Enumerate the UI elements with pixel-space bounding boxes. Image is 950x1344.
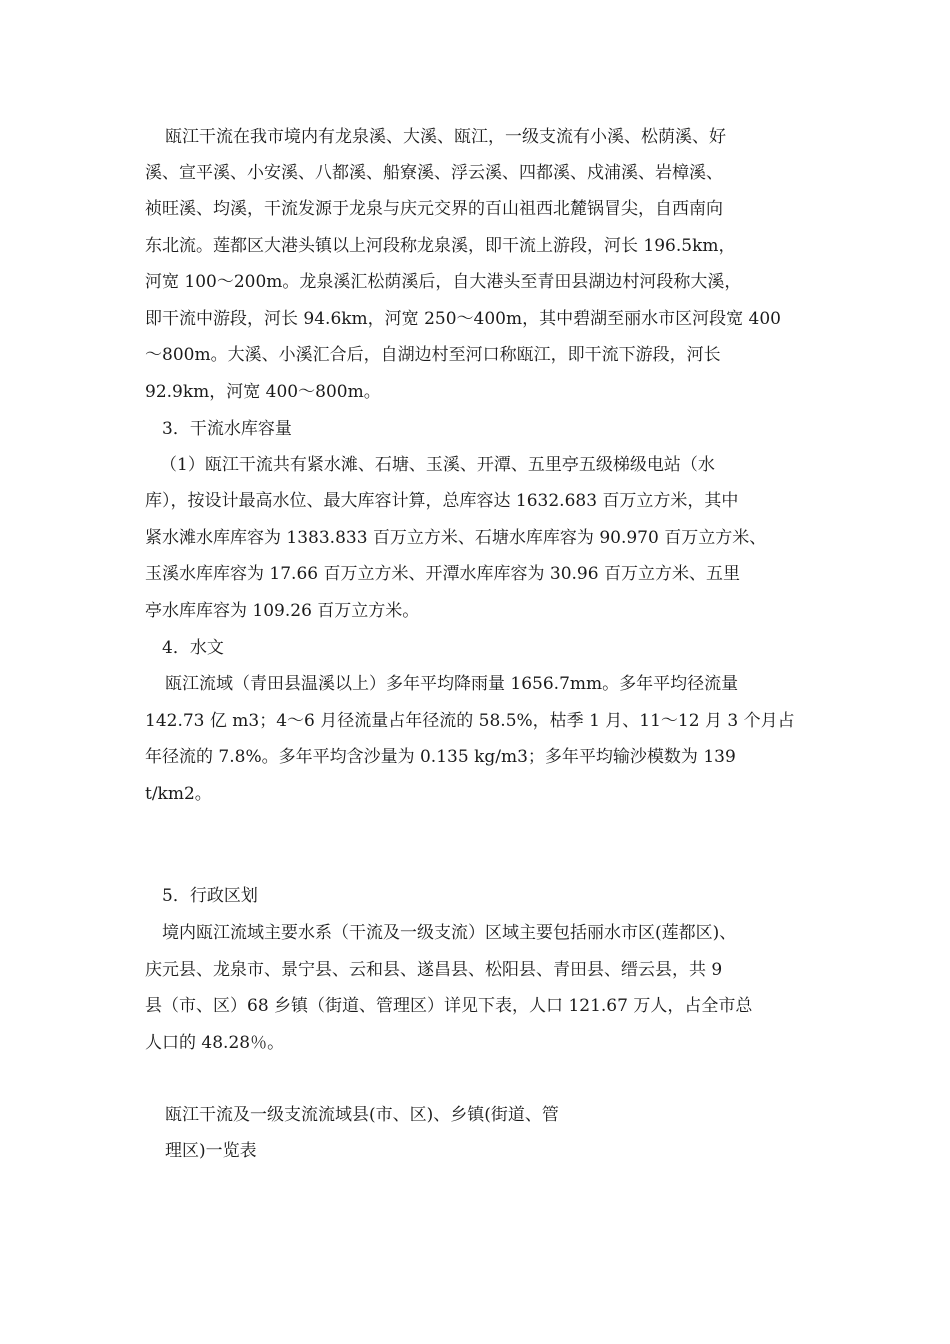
section-heading-reservoir-capacity: 3．干流水库容量 xyxy=(162,419,292,439)
text-line: 县（市、区）68 乡镇（街道、管理区）详见下表，人口 121.67 万人，占全市总 xyxy=(145,996,753,1016)
text-line: 人口的 48.28％。 xyxy=(145,1033,285,1053)
text-line: 142.73 亿 m3；4～6 月径流量占年径流的 58.5%，枯季 1 月、11～12 月 3 个月占 xyxy=(145,711,795,731)
section-heading-administrative-division: 5．行政区划 xyxy=(162,886,258,906)
text-line: 东北流。莲都区大港头镇以上河段称龙泉溪，即干流上游段，河长 196.5km， xyxy=(145,236,736,256)
text-line: 祯旺溪、均溪，干流发源于龙泉与庆元交界的百山祖西北麓锅冒尖，自西南向 xyxy=(145,199,723,219)
text-line: 即干流中游段，河长 94.6km，河宽 250～400m，其中碧湖至丽水市区河段宽 400 xyxy=(145,309,781,329)
text-line: 92.9km，河宽 400～800m。 xyxy=(145,382,381,402)
text-line: （1）瓯江干流共有紧水滩、石塘、玉溪、开潭、五里亭五级梯级电站（水 xyxy=(160,455,715,475)
text-line: 境内瓯江流域主要水系（干流及一级支流）区域主要包括丽水市区(莲都区)、 xyxy=(162,923,737,943)
text-line: 紧水滩水库库容为 1383.833 百万立方米、石塘水库库容为 90.970 百万立方米、 xyxy=(145,528,767,548)
text-line: 瓯江干流及一级支流流域县(市、区)、乡镇(街道、管 xyxy=(165,1105,559,1125)
text-line: 库），按设计最高水位、最大库容计算，总库容达 1632.683 百万立方米，其中 xyxy=(145,491,739,511)
text-line: 河宽 100～200m。龙泉溪汇松荫溪后，自大港头至青田县湖边村河段称大溪， xyxy=(145,272,742,292)
text-line: 理区)一览表 xyxy=(165,1141,257,1161)
text-line: 瓯江流域（青田县温溪以上）多年平均降雨量 1656.7mm。多年平均径流量 xyxy=(165,674,739,694)
section-heading-hydrology: 4．水文 xyxy=(162,638,224,658)
text-line: t/km2。 xyxy=(145,784,212,804)
text-line: 庆元县、龙泉市、景宁县、云和县、遂昌县、松阳县、青田县、缙云县，共 9 xyxy=(145,960,723,980)
text-line: 瓯江干流在我市境内有龙泉溪、大溪、瓯江，一级支流有小溪、松荫溪、好 xyxy=(165,127,726,147)
text-line: 亭水库库容为 109.26 百万立方米。 xyxy=(145,601,420,621)
text-line: 年径流的 7.8%。多年平均含沙量为 0.135 kg/m3；多年平均输沙模数为 139 xyxy=(145,747,736,767)
text-line: 溪、宣平溪、小安溪、八都溪、船寮溪、浮云溪、四都溪、戍浦溪、岩樟溪、 xyxy=(145,163,723,183)
text-line: 玉溪水库库容为 17.66 百万立方米、开潭水库库容为 30.96 百万立方米、五里 xyxy=(145,564,740,584)
text-line: ～800m。大溪、小溪汇合后，自湖边村至河口称瓯江，即干流下游段，河长 xyxy=(145,345,721,365)
